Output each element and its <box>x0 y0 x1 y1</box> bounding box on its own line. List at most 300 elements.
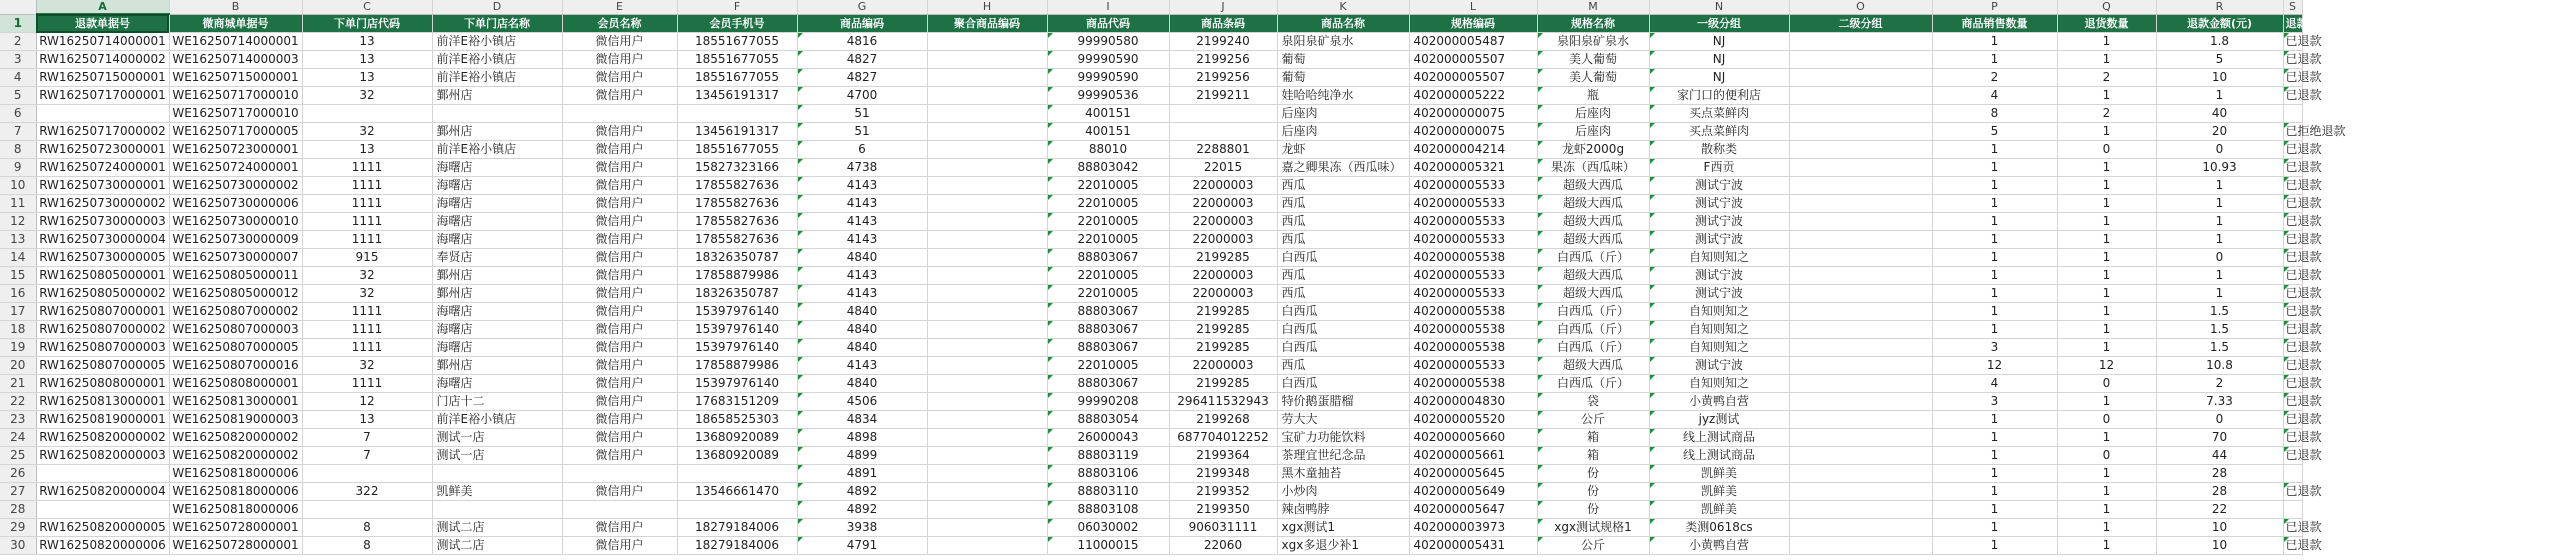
row-number[interactable]: 7 <box>0 123 36 141</box>
table-cell[interactable]: 1 <box>1932 33 2057 51</box>
header-cell[interactable]: 退货数量 <box>2057 14 2156 33</box>
row-number[interactable]: 13 <box>0 231 36 249</box>
table-cell[interactable] <box>2283 501 2302 519</box>
table-cell[interactable]: 2199240 <box>1169 33 1277 51</box>
table-cell[interactable]: WE16250730000007 <box>169 249 302 267</box>
table-cell[interactable]: WE16250807000002 <box>169 303 302 321</box>
table-cell[interactable]: 28 <box>2156 483 2283 501</box>
column-header-s[interactable]: S <box>2283 0 2302 14</box>
row-number[interactable]: 5 <box>0 87 36 105</box>
header-cell[interactable]: 商品编码 <box>797 14 927 33</box>
table-cell[interactable]: 28 <box>2156 465 2283 483</box>
table-cell[interactable]: 超级大西瓜 <box>1537 231 1649 249</box>
column-header-k[interactable]: K <box>1277 0 1409 14</box>
table-cell[interactable]: 5 <box>2156 51 2283 69</box>
table-cell[interactable]: 已退款 <box>2283 195 2302 213</box>
table-cell[interactable] <box>1789 267 1932 285</box>
table-cell[interactable]: 海曙店 <box>432 339 562 357</box>
table-cell[interactable]: 402000005222 <box>1409 87 1537 105</box>
table-cell[interactable]: 葡萄 <box>1277 69 1409 87</box>
table-cell[interactable]: 32 <box>302 123 432 141</box>
table-cell[interactable] <box>927 303 1047 321</box>
row-number[interactable]: 30 <box>0 537 36 555</box>
table-cell[interactable]: 海曙店 <box>432 177 562 195</box>
table-cell[interactable] <box>927 519 1047 537</box>
column-header-o[interactable]: O <box>1789 0 1932 14</box>
table-cell[interactable]: 超级大西瓜 <box>1537 213 1649 231</box>
table-cell[interactable]: 果冻（西瓜味） <box>1537 159 1649 177</box>
row-number[interactable]: 27 <box>0 483 36 501</box>
table-cell[interactable]: WE16250805000011 <box>169 267 302 285</box>
table-cell[interactable]: 1 <box>2057 501 2156 519</box>
table-cell[interactable]: 1 <box>2057 51 2156 69</box>
table-cell[interactable]: 402000005507 <box>1409 51 1537 69</box>
table-cell[interactable]: RW16250807000001 <box>36 303 169 321</box>
table-cell[interactable]: 线上测试商品 <box>1649 429 1789 447</box>
table-cell[interactable]: WE16250723000001 <box>169 141 302 159</box>
table-cell[interactable]: RW16250723000001 <box>36 141 169 159</box>
table-cell[interactable]: 微信用户 <box>562 411 677 429</box>
row-number[interactable]: 17 <box>0 303 36 321</box>
table-cell[interactable]: 微信用户 <box>562 231 677 249</box>
column-header-d[interactable]: D <box>432 0 562 14</box>
table-cell[interactable]: 公斤 <box>1537 411 1649 429</box>
table-cell[interactable]: 份 <box>1537 501 1649 519</box>
table-cell[interactable]: 超级大西瓜 <box>1537 267 1649 285</box>
table-cell[interactable]: 17855827636 <box>677 231 797 249</box>
table-cell[interactable]: 已退款 <box>2283 285 2302 303</box>
table-cell[interactable]: 白西瓜 <box>1277 249 1409 267</box>
table-cell[interactable]: 1.5 <box>2156 339 2283 357</box>
table-cell[interactable]: 白西瓜 <box>1277 321 1409 339</box>
table-cell[interactable]: 1 <box>2057 159 2156 177</box>
row-number[interactable]: 28 <box>0 501 36 519</box>
table-cell[interactable]: RW16250730000001 <box>36 177 169 195</box>
table-cell[interactable]: 后座肉 <box>1277 105 1409 123</box>
table-cell[interactable] <box>927 447 1047 465</box>
table-cell[interactable]: 2199211 <box>1169 87 1277 105</box>
table-cell[interactable]: 测试宁波 <box>1649 231 1789 249</box>
table-cell[interactable] <box>927 213 1047 231</box>
table-cell[interactable]: 份 <box>1537 483 1649 501</box>
table-cell[interactable]: 0 <box>2057 447 2156 465</box>
table-cell[interactable]: 13456191317 <box>677 123 797 141</box>
table-cell[interactable]: 402000005533 <box>1409 357 1537 375</box>
table-cell[interactable]: 402000005661 <box>1409 447 1537 465</box>
table-cell[interactable]: 402000005533 <box>1409 285 1537 303</box>
table-cell[interactable] <box>1169 105 1277 123</box>
table-cell[interactable] <box>1789 519 1932 537</box>
table-cell[interactable]: RW16250730000005 <box>36 249 169 267</box>
header-cell[interactable]: 商品销售数量 <box>1932 14 2057 33</box>
table-cell[interactable]: 88010 <box>1047 141 1169 159</box>
table-cell[interactable]: 已退款 <box>2283 87 2302 105</box>
table-cell[interactable] <box>1789 69 1932 87</box>
table-cell[interactable]: 已退款 <box>2283 429 2302 447</box>
table-cell[interactable]: 凯鲜美 <box>1649 501 1789 519</box>
table-cell[interactable]: 1 <box>1932 303 2057 321</box>
table-cell[interactable]: 2199285 <box>1169 303 1277 321</box>
table-cell[interactable]: 已退款 <box>2283 321 2302 339</box>
table-cell[interactable]: 402000005533 <box>1409 267 1537 285</box>
table-cell[interactable]: RW16250724000001 <box>36 159 169 177</box>
table-cell[interactable]: 22010005 <box>1047 195 1169 213</box>
header-cell[interactable]: 退款单据号 <box>36 14 169 33</box>
table-cell[interactable] <box>1789 483 1932 501</box>
table-cell[interactable]: 13 <box>302 141 432 159</box>
table-cell[interactable] <box>36 465 169 483</box>
table-cell[interactable]: 微信用户 <box>562 51 677 69</box>
table-cell[interactable]: 2199350 <box>1169 501 1277 519</box>
table-cell[interactable]: 测试二店 <box>432 519 562 537</box>
table-cell[interactable]: 88803054 <box>1047 411 1169 429</box>
table-cell[interactable]: 88803067 <box>1047 249 1169 267</box>
table-cell[interactable]: WE16250805000012 <box>169 285 302 303</box>
table-cell[interactable]: 海曙店 <box>432 303 562 321</box>
table-cell[interactable]: 1 <box>2156 285 2283 303</box>
row-number[interactable]: 8 <box>0 141 36 159</box>
table-cell[interactable]: 402000005533 <box>1409 213 1537 231</box>
table-cell[interactable]: 自知则知之 <box>1649 321 1789 339</box>
column-header-n[interactable]: N <box>1649 0 1789 14</box>
table-cell[interactable]: 白西瓜 <box>1277 303 1409 321</box>
table-cell[interactable] <box>2283 465 2302 483</box>
table-cell[interactable]: 1 <box>1932 141 2057 159</box>
table-cell[interactable]: 402000004214 <box>1409 141 1537 159</box>
table-cell[interactable] <box>302 105 432 123</box>
table-cell[interactable]: 自知则知之 <box>1649 375 1789 393</box>
table-cell[interactable]: WE16250724000001 <box>169 159 302 177</box>
table-cell[interactable]: 辣卤鸭脖 <box>1277 501 1409 519</box>
table-cell[interactable]: 测试宁波 <box>1649 195 1789 213</box>
table-cell[interactable]: RW16250714000001 <box>36 33 169 51</box>
table-cell[interactable] <box>927 375 1047 393</box>
table-cell[interactable]: 1 <box>1932 159 2057 177</box>
table-cell[interactable] <box>432 105 562 123</box>
table-cell[interactable]: 18279184006 <box>677 519 797 537</box>
table-cell[interactable]: 402000005533 <box>1409 177 1537 195</box>
table-cell[interactable]: 88803106 <box>1047 465 1169 483</box>
table-cell[interactable]: 嘉之卿果冻（西瓜味） <box>1277 159 1409 177</box>
header-cell[interactable]: 下单门店名称 <box>432 14 562 33</box>
table-cell[interactable]: 402000005321 <box>1409 159 1537 177</box>
table-cell[interactable]: WE16250807000016 <box>169 357 302 375</box>
table-cell[interactable]: NJ <box>1649 51 1789 69</box>
table-cell[interactable]: 4143 <box>797 285 927 303</box>
table-cell[interactable]: 已退款 <box>2283 141 2302 159</box>
table-cell[interactable]: 4143 <box>797 231 927 249</box>
table-cell[interactable] <box>1789 159 1932 177</box>
table-cell[interactable] <box>1789 249 1932 267</box>
table-cell[interactable] <box>927 429 1047 447</box>
table-cell[interactable]: 1 <box>2156 267 2283 285</box>
table-cell[interactable]: 1 <box>2057 285 2156 303</box>
table-cell[interactable]: WE16250819000003 <box>169 411 302 429</box>
table-cell[interactable]: 2199285 <box>1169 339 1277 357</box>
table-cell[interactable]: 15827323166 <box>677 159 797 177</box>
table-cell[interactable] <box>432 465 562 483</box>
table-cell[interactable]: 402000003973 <box>1409 519 1537 537</box>
table-cell[interactable]: 1 <box>1932 465 2057 483</box>
table-cell[interactable]: 线上测试商品 <box>1649 447 1789 465</box>
table-cell[interactable] <box>1789 177 1932 195</box>
table-cell[interactable]: 微信用户 <box>562 321 677 339</box>
table-cell[interactable]: 白西瓜 <box>1277 339 1409 357</box>
table-cell[interactable]: 1 <box>1932 213 2057 231</box>
table-cell[interactable] <box>1789 231 1932 249</box>
table-cell[interactable]: 已退款 <box>2283 537 2302 555</box>
table-cell[interactable] <box>927 267 1047 285</box>
table-cell[interactable] <box>1789 105 1932 123</box>
table-cell[interactable]: 22010005 <box>1047 213 1169 231</box>
header-cell[interactable]: 一级分组 <box>1649 14 1789 33</box>
table-cell[interactable]: 18551677055 <box>677 33 797 51</box>
table-cell[interactable]: 后座肉 <box>1537 123 1649 141</box>
table-cell[interactable]: 1 <box>1932 51 2057 69</box>
table-cell[interactable]: 4891 <box>797 465 927 483</box>
table-cell[interactable]: 前洋E裕小镇店 <box>432 141 562 159</box>
table-cell[interactable]: RW16250820000004 <box>36 483 169 501</box>
table-cell[interactable]: 1 <box>1932 483 2057 501</box>
table-cell[interactable]: 白西瓜（斤） <box>1537 339 1649 357</box>
table-cell[interactable]: 15397976140 <box>677 339 797 357</box>
column-header-a[interactable]: A <box>36 0 169 14</box>
table-cell[interactable] <box>1789 51 1932 69</box>
table-cell[interactable]: 18551677055 <box>677 141 797 159</box>
table-cell[interactable]: 份 <box>1537 465 1649 483</box>
header-cell[interactable]: 聚合商品编码 <box>927 14 1047 33</box>
table-cell[interactable]: 88803108 <box>1047 501 1169 519</box>
table-cell[interactable]: RW16250730000003 <box>36 213 169 231</box>
table-cell[interactable] <box>927 411 1047 429</box>
table-cell[interactable]: 1 <box>1932 195 2057 213</box>
table-cell[interactable]: 1 <box>2057 483 2156 501</box>
table-cell[interactable]: xgx测试1 <box>1277 519 1409 537</box>
table-cell[interactable]: 家门口的便利店 <box>1649 87 1789 105</box>
table-cell[interactable]: 微信用户 <box>562 123 677 141</box>
table-cell[interactable]: 296411532943 <box>1169 393 1277 411</box>
table-cell[interactable]: 4840 <box>797 249 927 267</box>
table-cell[interactable] <box>927 69 1047 87</box>
table-cell[interactable]: 测试宁波 <box>1649 285 1789 303</box>
table-cell[interactable] <box>1789 447 1932 465</box>
table-cell[interactable]: 白西瓜（斤） <box>1537 303 1649 321</box>
table-cell[interactable] <box>1789 321 1932 339</box>
table-cell[interactable]: 99990580 <box>1047 33 1169 51</box>
table-cell[interactable]: 1 <box>2057 267 2156 285</box>
table-cell[interactable]: 4143 <box>797 195 927 213</box>
table-cell[interactable]: 测试宁波 <box>1649 213 1789 231</box>
table-cell[interactable]: 微信用户 <box>562 69 677 87</box>
table-cell[interactable]: WE16250714000001 <box>169 33 302 51</box>
header-cell[interactable]: 商品代码 <box>1047 14 1169 33</box>
table-cell[interactable]: 微信用户 <box>562 483 677 501</box>
table-cell[interactable]: 402000005538 <box>1409 249 1537 267</box>
table-cell[interactable]: 门店十二 <box>432 393 562 411</box>
table-cell[interactable]: 88803042 <box>1047 159 1169 177</box>
table-cell[interactable]: 402000005507 <box>1409 69 1537 87</box>
column-header-r[interactable]: R <box>2156 0 2283 14</box>
table-cell[interactable]: 已退款 <box>2283 303 2302 321</box>
table-cell[interactable]: 2199285 <box>1169 375 1277 393</box>
table-cell[interactable]: 凯鲜美 <box>1649 465 1789 483</box>
table-cell[interactable]: 微信用户 <box>562 33 677 51</box>
row-number[interactable]: 19 <box>0 339 36 357</box>
table-cell[interactable]: 51 <box>797 123 927 141</box>
table-cell[interactable]: 10 <box>2156 537 2283 555</box>
table-cell[interactable]: 17858879986 <box>677 357 797 375</box>
table-cell[interactable]: 22000003 <box>1169 213 1277 231</box>
table-cell[interactable]: 22000003 <box>1169 267 1277 285</box>
table-cell[interactable]: jyz测试 <box>1649 411 1789 429</box>
table-cell[interactable]: 6 <box>797 141 927 159</box>
table-cell[interactable]: xgx多退少补1 <box>1277 537 1409 555</box>
table-cell[interactable]: 402000005538 <box>1409 303 1537 321</box>
table-cell[interactable]: 7.33 <box>2156 393 2283 411</box>
table-cell[interactable]: 402000005538 <box>1409 321 1537 339</box>
table-cell[interactable]: 西瓜 <box>1277 213 1409 231</box>
table-cell[interactable]: 13680920089 <box>677 447 797 465</box>
table-cell[interactable]: 袋 <box>1537 393 1649 411</box>
table-cell[interactable]: WE16250813000001 <box>169 393 302 411</box>
table-cell[interactable]: 1 <box>1932 519 2057 537</box>
table-cell[interactable]: 泉阳泉矿泉水 <box>1537 33 1649 51</box>
table-cell[interactable] <box>1789 123 1932 141</box>
table-cell[interactable]: 4840 <box>797 321 927 339</box>
table-cell[interactable]: 公斤 <box>1537 537 1649 555</box>
table-cell[interactable]: 白西瓜（斤） <box>1537 375 1649 393</box>
table-cell[interactable]: 2199256 <box>1169 69 1277 87</box>
table-cell[interactable]: 已退款 <box>2283 51 2302 69</box>
column-header-c[interactable]: C <box>302 0 432 14</box>
row-number[interactable]: 3 <box>0 51 36 69</box>
table-cell[interactable] <box>927 357 1047 375</box>
header-cell[interactable]: 退款金额(元) <box>2156 14 2283 33</box>
table-cell[interactable]: 鄞州店 <box>432 123 562 141</box>
table-cell[interactable]: 402000005533 <box>1409 195 1537 213</box>
table-cell[interactable] <box>1789 357 1932 375</box>
table-cell[interactable]: 22010005 <box>1047 231 1169 249</box>
table-cell[interactable]: 32 <box>302 285 432 303</box>
table-cell[interactable]: 3 <box>1932 393 2057 411</box>
table-cell[interactable]: WE16250717000010 <box>169 105 302 123</box>
table-cell[interactable]: 西瓜 <box>1277 267 1409 285</box>
table-cell[interactable] <box>2283 105 2302 123</box>
table-cell[interactable]: 西瓜 <box>1277 357 1409 375</box>
row-number[interactable]: 11 <box>0 195 36 213</box>
table-cell[interactable]: WE16250807000003 <box>169 321 302 339</box>
table-cell[interactable]: 4892 <box>797 483 927 501</box>
table-cell[interactable] <box>927 285 1047 303</box>
row-number[interactable]: 1 <box>0 14 36 33</box>
table-cell[interactable]: 402000005431 <box>1409 537 1537 555</box>
table-cell[interactable]: 1 <box>1932 501 2057 519</box>
table-cell[interactable]: 凯鲜美 <box>432 483 562 501</box>
table-cell[interactable]: 10 <box>2156 69 2283 87</box>
table-cell[interactable]: 已退款 <box>2283 357 2302 375</box>
table-cell[interactable]: 散称类 <box>1649 141 1789 159</box>
table-cell[interactable]: 51 <box>797 105 927 123</box>
row-number[interactable]: 24 <box>0 429 36 447</box>
table-cell[interactable]: 微信用户 <box>562 357 677 375</box>
row-number[interactable]: 25 <box>0 447 36 465</box>
header-cell[interactable]: 二级分组 <box>1789 14 1932 33</box>
table-cell[interactable]: 已退款 <box>2283 231 2302 249</box>
table-cell[interactable]: 2 <box>2057 69 2156 87</box>
table-cell[interactable]: 2199256 <box>1169 51 1277 69</box>
row-number[interactable]: 14 <box>0 249 36 267</box>
table-cell[interactable]: 1.5 <box>2156 303 2283 321</box>
table-cell[interactable]: 22010005 <box>1047 267 1169 285</box>
row-number[interactable]: 6 <box>0 105 36 123</box>
table-cell[interactable]: 已退款 <box>2283 249 2302 267</box>
table-cell[interactable]: 8 <box>302 537 432 555</box>
table-cell[interactable]: 13 <box>302 33 432 51</box>
table-cell[interactable] <box>927 123 1047 141</box>
table-cell[interactable]: WE16250717000010 <box>169 87 302 105</box>
table-cell[interactable]: 22000003 <box>1169 177 1277 195</box>
table-cell[interactable]: 箱 <box>1537 447 1649 465</box>
table-cell[interactable]: 茶理宜世纪念品 <box>1277 447 1409 465</box>
header-cell[interactable]: 会员名称 <box>562 14 677 33</box>
table-cell[interactable]: 3 <box>1932 339 2057 357</box>
table-cell[interactable]: 18551677055 <box>677 51 797 69</box>
table-cell[interactable]: 超级大西瓜 <box>1537 177 1649 195</box>
table-cell[interactable]: F西贡 <box>1649 159 1789 177</box>
table-cell[interactable]: 0 <box>2057 375 2156 393</box>
table-cell[interactable] <box>1789 465 1932 483</box>
table-cell[interactable]: 22 <box>2156 501 2283 519</box>
table-cell[interactable]: 99990536 <box>1047 87 1169 105</box>
row-number[interactable]: 4 <box>0 69 36 87</box>
table-cell[interactable]: 1 <box>2057 195 2156 213</box>
table-cell[interactable]: WE16250808000001 <box>169 375 302 393</box>
table-cell[interactable]: 4738 <box>797 159 927 177</box>
table-cell[interactable]: 18326350787 <box>677 285 797 303</box>
table-cell[interactable]: 402000005649 <box>1409 483 1537 501</box>
table-cell[interactable]: 西瓜 <box>1277 195 1409 213</box>
table-cell[interactable]: 自知则知之 <box>1649 303 1789 321</box>
table-cell[interactable]: 1 <box>2057 339 2156 357</box>
table-cell[interactable]: 906031111 <box>1169 519 1277 537</box>
table-cell[interactable]: RW16250805000002 <box>36 285 169 303</box>
row-number[interactable]: 2 <box>0 33 36 51</box>
table-cell[interactable]: 测试宁波 <box>1649 267 1789 285</box>
table-cell[interactable]: 白西瓜（斤） <box>1537 249 1649 267</box>
table-cell[interactable] <box>927 159 1047 177</box>
table-cell[interactable]: 海曙店 <box>432 195 562 213</box>
table-cell[interactable] <box>927 537 1047 555</box>
column-header-h[interactable]: H <box>927 0 1047 14</box>
table-cell[interactable] <box>927 249 1047 267</box>
table-cell[interactable]: 4827 <box>797 51 927 69</box>
table-cell[interactable]: 1 <box>2057 87 2156 105</box>
table-cell[interactable]: 22000003 <box>1169 285 1277 303</box>
table-cell[interactable]: 西瓜 <box>1277 285 1409 303</box>
table-cell[interactable]: 32 <box>302 267 432 285</box>
table-cell[interactable] <box>927 231 1047 249</box>
table-cell[interactable]: RW16250805000001 <box>36 267 169 285</box>
table-cell[interactable] <box>562 105 677 123</box>
table-cell[interactable]: 88803119 <box>1047 447 1169 465</box>
table-cell[interactable] <box>927 483 1047 501</box>
table-cell[interactable]: 2288801 <box>1169 141 1277 159</box>
table-cell[interactable]: 88803067 <box>1047 375 1169 393</box>
table-cell[interactable]: 10.93 <box>2156 159 2283 177</box>
table-cell[interactable] <box>927 339 1047 357</box>
table-cell[interactable]: RW16250730000002 <box>36 195 169 213</box>
table-cell[interactable]: 402000005647 <box>1409 501 1537 519</box>
